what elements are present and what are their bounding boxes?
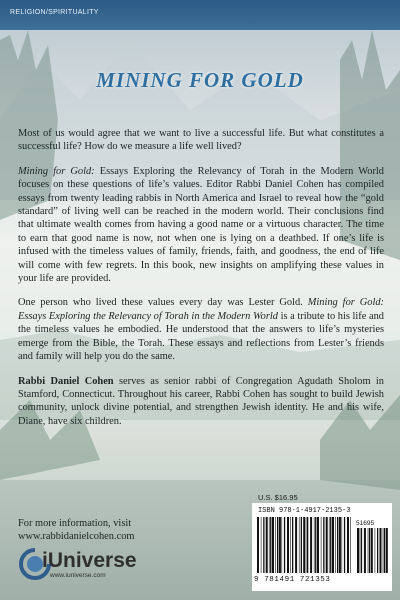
author-bio: Rabbi Daniel Cohen serves as senior rabbi of Congregation Agudath Sholom in Stamford, Connecticut. Throughout his career, Rabbi Cohen has sought to build Jewish community, unlock divine potential, and strengthen Jewish identity. He and his wife, Diane, have six children. <box>18 375 384 427</box>
price-addon-code: 51695 <box>356 520 375 527</box>
category-label: RELIGION/SPIRITUALITY <box>10 9 99 16</box>
addon-barcode <box>356 528 388 573</box>
book-title-italic: Mining for Gold: <box>18 165 95 177</box>
isbn-barcode <box>256 517 352 573</box>
publisher-logo <box>18 547 137 581</box>
isbn-digits: 9 781491 721353 <box>254 576 331 584</box>
book-title: MINING FOR GOLD <box>96 68 304 92</box>
more-info <box>18 517 198 544</box>
author-website-link[interactable]: www.rabbidanielcohen.com <box>18 531 135 543</box>
author-name: Rabbi Daniel Cohen <box>18 375 114 387</box>
price-label: U.S. $16.95 <box>258 493 298 502</box>
blurb <box>18 127 384 439</box>
isbn-label: ISBN 978-1-4917-2135-3 <box>258 507 351 515</box>
publisher-url: www.iuniverse.com <box>50 572 106 579</box>
blurb-paragraph-1: Most of us would agree that we want to live a successful life. But what constitutes a successful life? How do we measure a life well lived? <box>18 128 384 153</box>
book-title-italic: Mining for Gold: Essays Exploring the Relevancy of Torah in the Modern World <box>18 297 385 322</box>
blurb-paragraph-3: One person who lived these values every day was Lester Gold. Mining for Gold: Essays Exploring the Relevancy of Torah in the Modern World is a tribute to his life and the timeless values he embodied. He understood that the answers to life’s mysteries emerge from the Bible, the Torah. These essays and reflections from Lester’s friends and family will help you do the same. <box>18 297 385 363</box>
blurb-paragraph-2: Mining for Gold: Essays Exploring the Relevancy of Torah in the Modern World focuses on these questions of life’s values. Editor Rabbi Daniel Cohen has compiled essays from twenty leading rabbis in North America and Israel to reveal how the “gold standard” of living well can be reached in the modern world. Their conclusions find that ultimate wealth comes from having a good name or a virtuous character. The time to earn that good name is now, not when one is lying on a deathbed. If one’s life is infused with the timeless values of family, friends, faith, and goodness, the end of life will come with few regrets. In this book, new insights on amplifying these values in your life are provided. <box>18 165 385 285</box>
more-info-text: For more information, visit <box>18 518 132 529</box>
publisher-name: iUniverse <box>42 549 137 572</box>
